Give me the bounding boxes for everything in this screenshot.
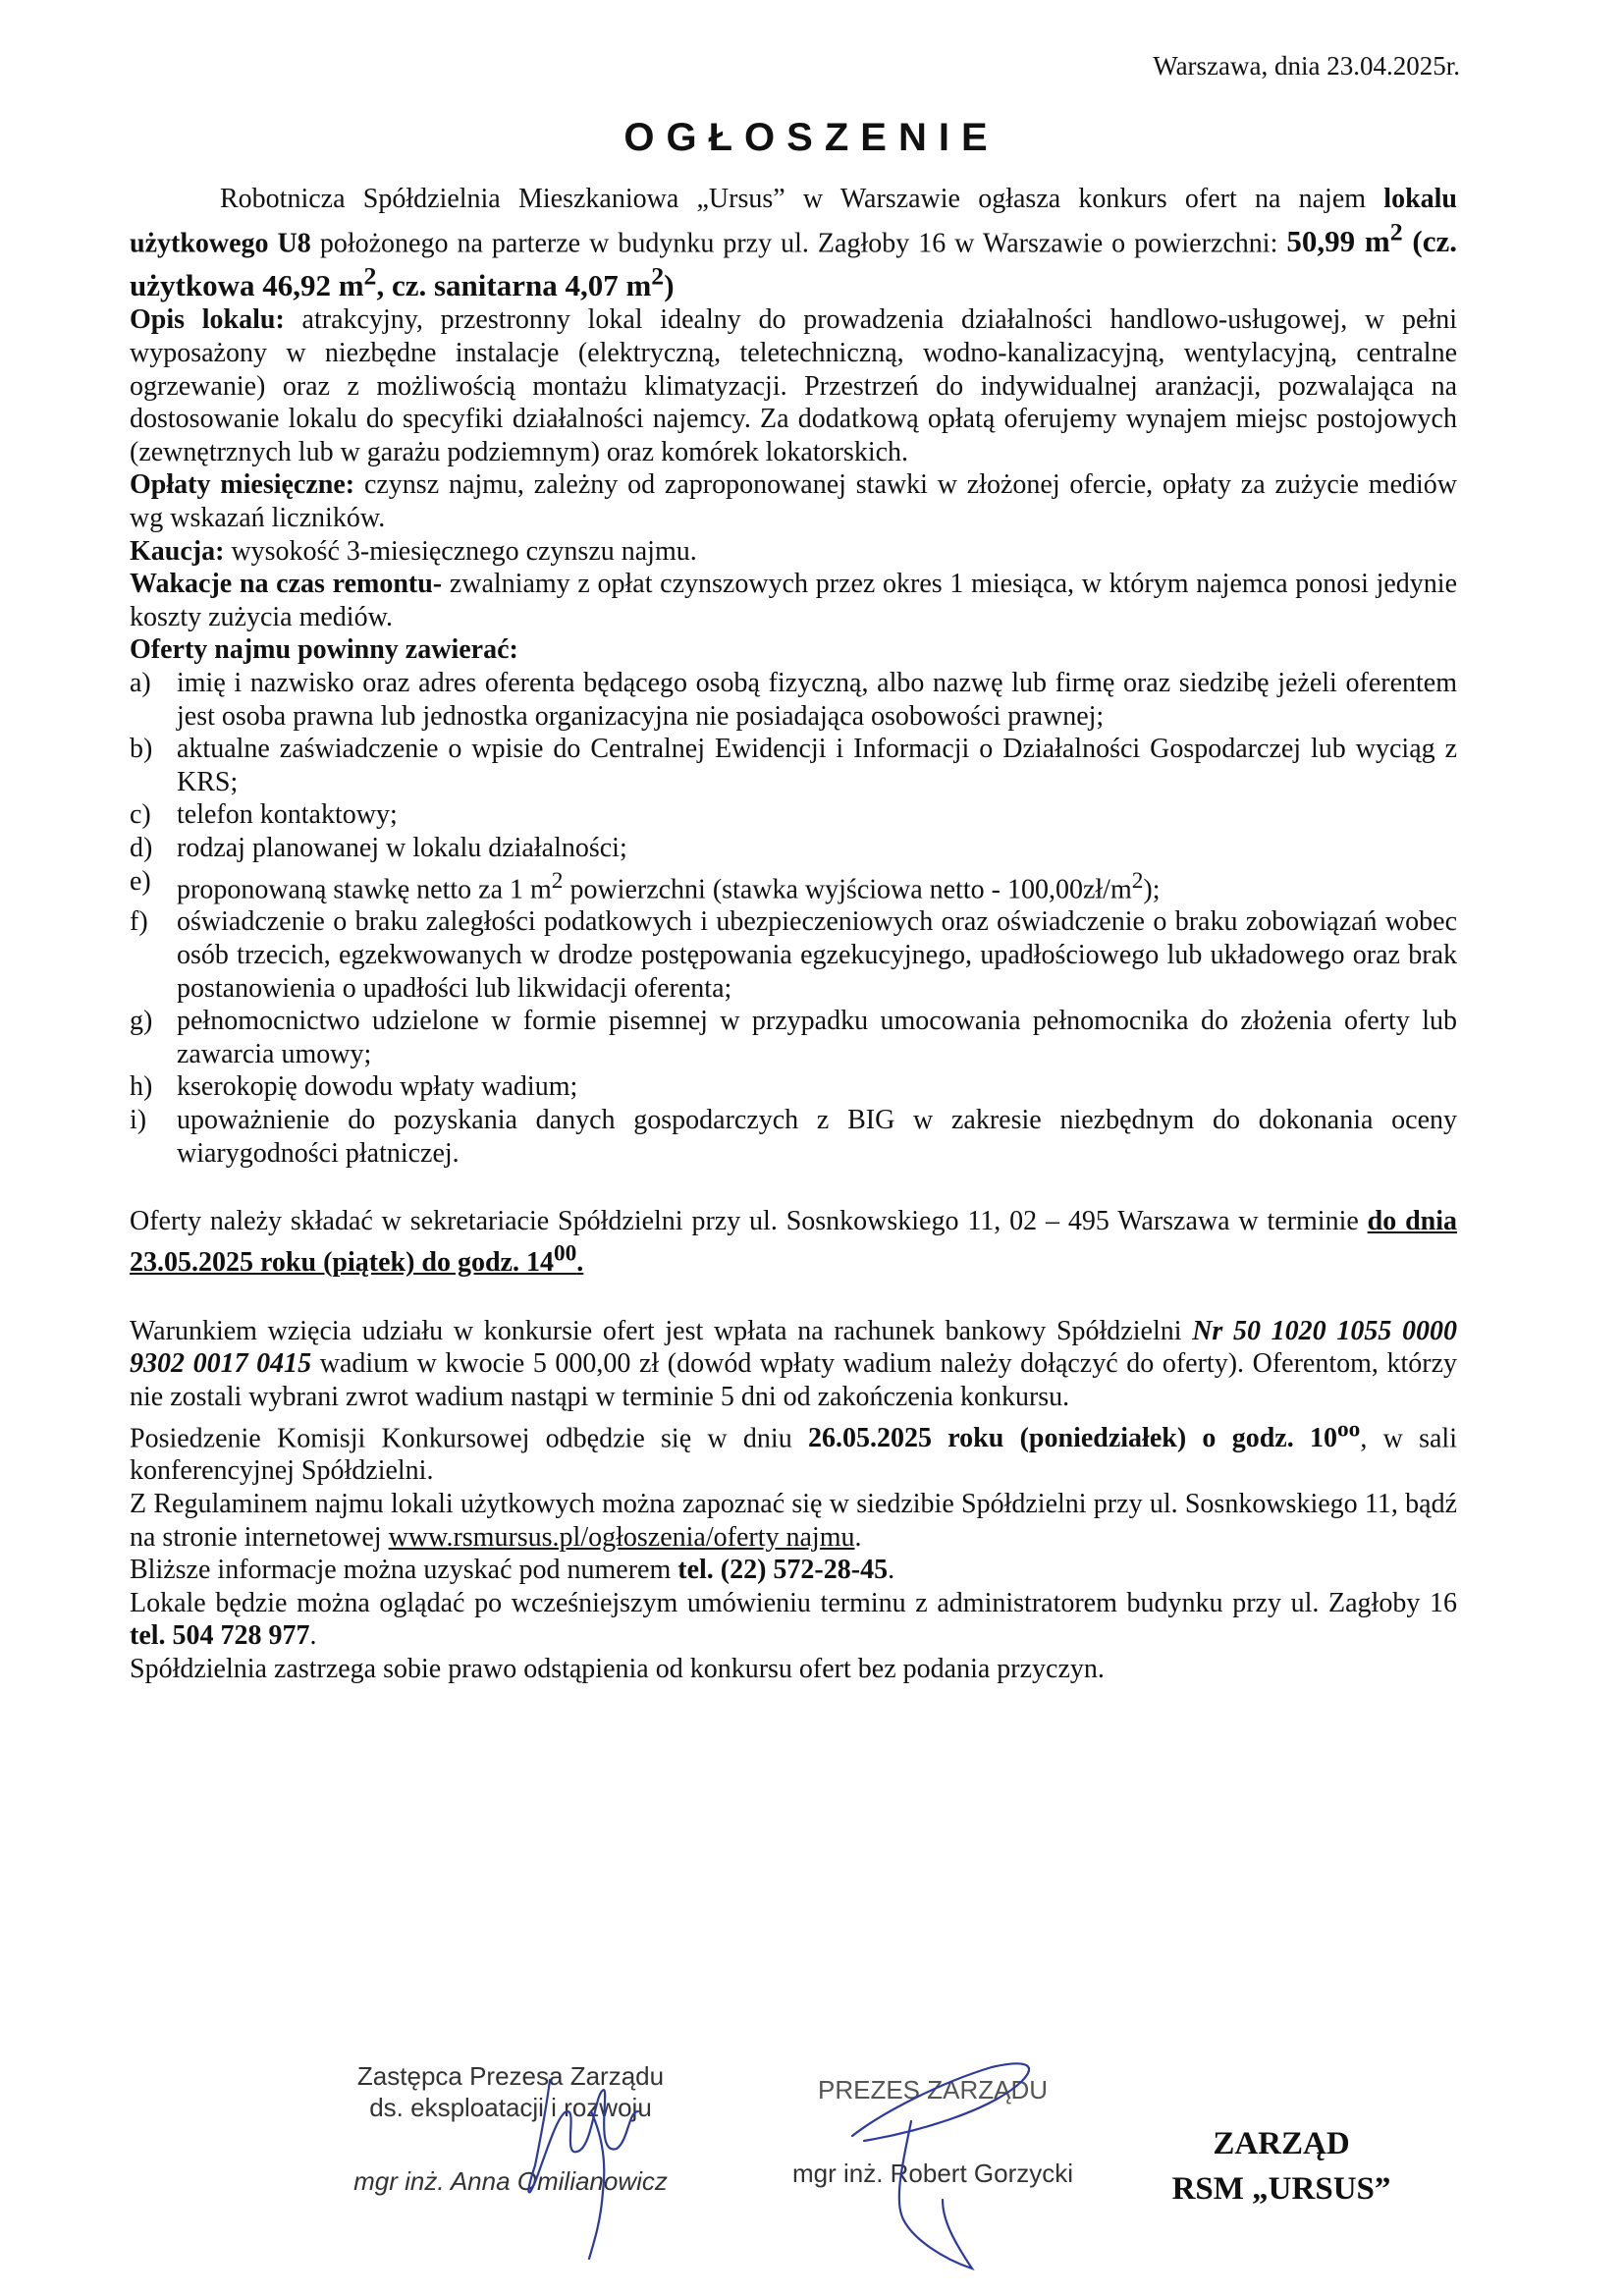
list-marker: f)	[130, 906, 148, 938]
regulations-paragraph	[130, 1488, 1457, 1554]
list-item-text: rodzaj planowanej w lokalu działalności;	[177, 832, 627, 863]
announcement-body	[130, 183, 1457, 1686]
usable-area-sup: 2	[363, 261, 377, 291]
sanitary-area-text: , cz. sanitarna 4,07 m	[376, 267, 652, 302]
holiday-text: zwalniamy z opłat czynszowych przez okres 1 miesiąca, w którym najemca ponosi jedynie koszty zużycia mediów.	[130, 569, 1457, 632]
deadline-text: do dnia 23.05.2025 roku (piątek) do godz. 14	[130, 1206, 1457, 1279]
deputy-name: mgr inż. Anna Omilianowicz	[353, 2166, 668, 2196]
viewing-paragraph	[130, 1587, 1457, 1653]
description-paragraph	[130, 303, 1457, 468]
list-item-text: upoważnienie do pozyskania danych gospodarczych z BIG w zakresie niezbędnym do dokonania oceny wiarygodności płatniczej.	[177, 1105, 1457, 1169]
page-title: OGŁOSZENIE	[623, 116, 1000, 159]
list-item-text: oświadczenie o braku zaległości podatkowych i ubezpieczeniowych oraz oświadczenie o braku zobowiązań wobec osób trzecich, egzekwowanych w drodze postępowania egzekucyjnego, upadłościowego lub układowego oraz brak postanowienia o upadłości lub likwidacji oferenta;	[177, 906, 1457, 1004]
bank-account-number: Nr 50 1020 1055 0000 9302 0017 0415	[130, 1315, 1458, 1380]
offers-heading	[130, 633, 1457, 667]
seal-line-1: ZARZĄD	[1213, 2126, 1350, 2161]
list-item	[130, 865, 1457, 906]
info-end: .	[888, 1555, 895, 1586]
unit-sup: 2	[551, 867, 564, 894]
unit-sup: 2	[1131, 867, 1144, 894]
president-name: mgr inż. Robert Gorzycki	[791, 2159, 1074, 2188]
area-breakdown-end: )	[664, 267, 675, 302]
list-item-text: powierzchni (stawka wyjściowa netto - 100,00zł/m	[563, 873, 1132, 904]
spacer	[130, 1280, 1457, 1315]
list-marker: b)	[130, 734, 153, 765]
info-paragraph	[130, 1554, 1457, 1587]
deposit-label: Kaucja:	[130, 535, 225, 567]
fees-label: Opłaty miesięczne:	[130, 469, 355, 501]
commission-date	[807, 1416, 1361, 1453]
list-item	[130, 798, 1457, 832]
board-seal	[1144, 2121, 1419, 2212]
description-text: atrakcyjny, przestronny lokal idealny do prowadzenia działalności handlowo-usługowej, w pełni wyposażony w niezbędne instalacje (elektryczną, teletechniczną, wodno-kanalizacyjną, wentylacyjną, centralne ogrzewanie) oraz z możliwością montażu klimatyzacji. Przestrzeń do indywidualnej aranżacji, pozwalająca na dostosowanie lokalu do specyfiki działalności najemcy. Za dodatkową opłatą oferujemy wynajem miejsc postojowych (zewnętrznych lub w garażu podziemnym) oraz komórek lokatorskich.	[130, 304, 1458, 467]
deputy-role-detail: ds. eksploatacji i rozwoju	[369, 2093, 652, 2122]
list-item	[130, 832, 1457, 865]
regulations-text: Z Regulaminem najmu lokali użytkowych można zapoznać się w siedzibie Spółdzielni przy ul. Sosnkowskiego 11, bądź na stronie internetowej	[130, 1489, 1457, 1553]
list-item-text: kserokopię dowodu wpłaty wadium;	[177, 1071, 578, 1103]
intro-text-2: położonego na parterze w budynku przy ul. Zagłoby 16 w Warszawie o powierzchni:	[310, 227, 1287, 258]
list-item-text: imię i nazwisko oraz adres oferenta będącego osobą fizyczną, albo nazwę lub firmę oraz siedzibę jeżeli oferentem jest osoba prawna lub jednostka organizacyjna nie posiadająca osobowości prawnej;	[177, 667, 1457, 732]
deposit-payment-paragraph	[130, 1315, 1457, 1414]
seal-line-2: RSM „URSUS”	[1171, 2171, 1391, 2207]
commission-paragraph	[130, 1414, 1457, 1489]
website-link[interactable]: www.rsmursus.pl/ogłoszenia/oferty najmu	[388, 1521, 855, 1553]
list-item	[130, 733, 1457, 798]
deputy-role: Zastępca Prezesa Zarządu	[356, 2061, 665, 2091]
submission-paragraph	[130, 1205, 1457, 1280]
list-marker: i)	[130, 1105, 147, 1136]
deposit-payment-text-1: Warunkiem wzięcia udziału w konkursie ofert jest wpłata na rachunek bankowy Spółdzielni	[130, 1315, 1193, 1346]
list-item	[130, 1005, 1457, 1070]
administrator-phone: tel. 504 728 977	[130, 1620, 310, 1652]
holiday-paragraph	[130, 568, 1457, 633]
list-item	[130, 667, 1457, 733]
deposit-payment-text-2: wadium w kwocie 5 000,00 zł (dowód wpłaty wadium należy dołączyć do oferty). Oferentom, którzy nie zostali wybrani zwrot wadium nastąpi w terminie 5 dni od zakończenia konkursu.	[130, 1348, 1458, 1412]
area-value	[1286, 217, 1403, 258]
premises-name: lokalu użytkowego U8	[130, 184, 1457, 258]
deposit-paragraph	[130, 535, 1457, 569]
list-marker: g)	[130, 1006, 153, 1037]
fees-text: czynsz najmu, zależny od zaproponowanej stawki w złożonej ofercie, opłaty za zużycie mediów wg wskazań liczników.	[130, 469, 1457, 533]
list-marker: a)	[130, 667, 151, 698]
list-marker: c)	[130, 799, 151, 831]
deadline-end: .	[576, 1247, 584, 1279]
regulations-end: .	[854, 1521, 862, 1553]
list-item-text: telefon kontaktowy;	[177, 799, 398, 831]
office-phone: tel. (22) 572-28-45	[677, 1555, 889, 1586]
list-item-text: proponowaną stawkę netto za 1 m	[177, 873, 552, 904]
area-unit-sup: 2	[1389, 217, 1403, 246]
reservation-paragraph	[130, 1653, 1457, 1686]
list-item-text: aktualne zaświadczenie o wpisie do Centralnej Ewidencji i Informacji o Działalności Gospodarczej lub wyciąg z KRS;	[177, 734, 1457, 797]
offers-list	[130, 667, 1457, 1170]
viewing-end: .	[309, 1620, 317, 1652]
holiday-label: Wakacje na czas remontu-	[130, 569, 443, 600]
usable-area-text: (cz. użytkowa 46,92 m	[130, 223, 1458, 302]
commission-text-2: , w sali konferencyjnej Spółdzielni.	[130, 1422, 1457, 1487]
fees-paragraph	[130, 468, 1457, 534]
submission-text: Oferty należy składać w sekretariacie Spółdzielni przy ul. Sosnkowskiego 11, 02 – 495 Warszawa w terminie	[130, 1206, 1368, 1237]
spacer	[130, 1170, 1457, 1205]
intro-paragraph	[130, 183, 1457, 303]
list-marker: e)	[130, 865, 151, 897]
viewing-text: Lokale będzie można oglądać po wcześniejszym umówieniu terminu z administratorem budynku przy ul. Zagłoby 16	[130, 1587, 1457, 1618]
list-item	[130, 1104, 1457, 1170]
list-item-text: pełnomocnictwo udzielone w formie pisemnej w przypadku umocowania pełnomocnika do złożenia oferty lub zawarcia umowy;	[177, 1006, 1457, 1069]
list-item-text: );	[1143, 873, 1161, 904]
list-marker: h)	[130, 1071, 153, 1103]
deposit-text: wysokość 3-miesięcznego czynszu najmu.	[224, 535, 697, 567]
commission-date-text: 26.05.2025 roku (poniedziałek) o godz. 10	[807, 1422, 1337, 1453]
date-line: Warszawa, dnia 23.04.2025r.	[1153, 51, 1460, 81]
commission-text-1: Posiedzenie Komisji Konkursowej odbędzie się w dniu	[130, 1422, 808, 1453]
deadline-sup: 00	[553, 1240, 577, 1267]
list-marker: d)	[130, 832, 153, 863]
info-text: Bliższe informacje można uzyskać pod numerem	[130, 1555, 678, 1586]
area-value-text: 50,99 m	[1286, 223, 1390, 258]
reservation-text: Spółdzielnia zastrzega sobie prawo odstąpienia od konkursu ofert bez podania przyczyn.	[130, 1653, 1105, 1684]
offers-heading-text: Oferty najmu powinny zawierać:	[130, 634, 518, 666]
description-label: Opis lokalu:	[130, 304, 285, 336]
president-signature-block	[746, 2074, 1119, 2189]
deputy-signature-block	[324, 2060, 697, 2197]
commission-time-sup: oo	[1337, 1416, 1361, 1443]
list-item	[130, 905, 1457, 1005]
president-role: PREZES ZARZĄDU	[817, 2075, 1049, 2105]
list-item	[130, 1070, 1457, 1104]
intro-text-1: Robotnicza Spółdzielnia Mieszkaniowa „Ursus” w Warszawie ogłasza konkurs ofert na najem	[220, 184, 1384, 214]
sanitary-area-sup: 2	[651, 261, 665, 291]
